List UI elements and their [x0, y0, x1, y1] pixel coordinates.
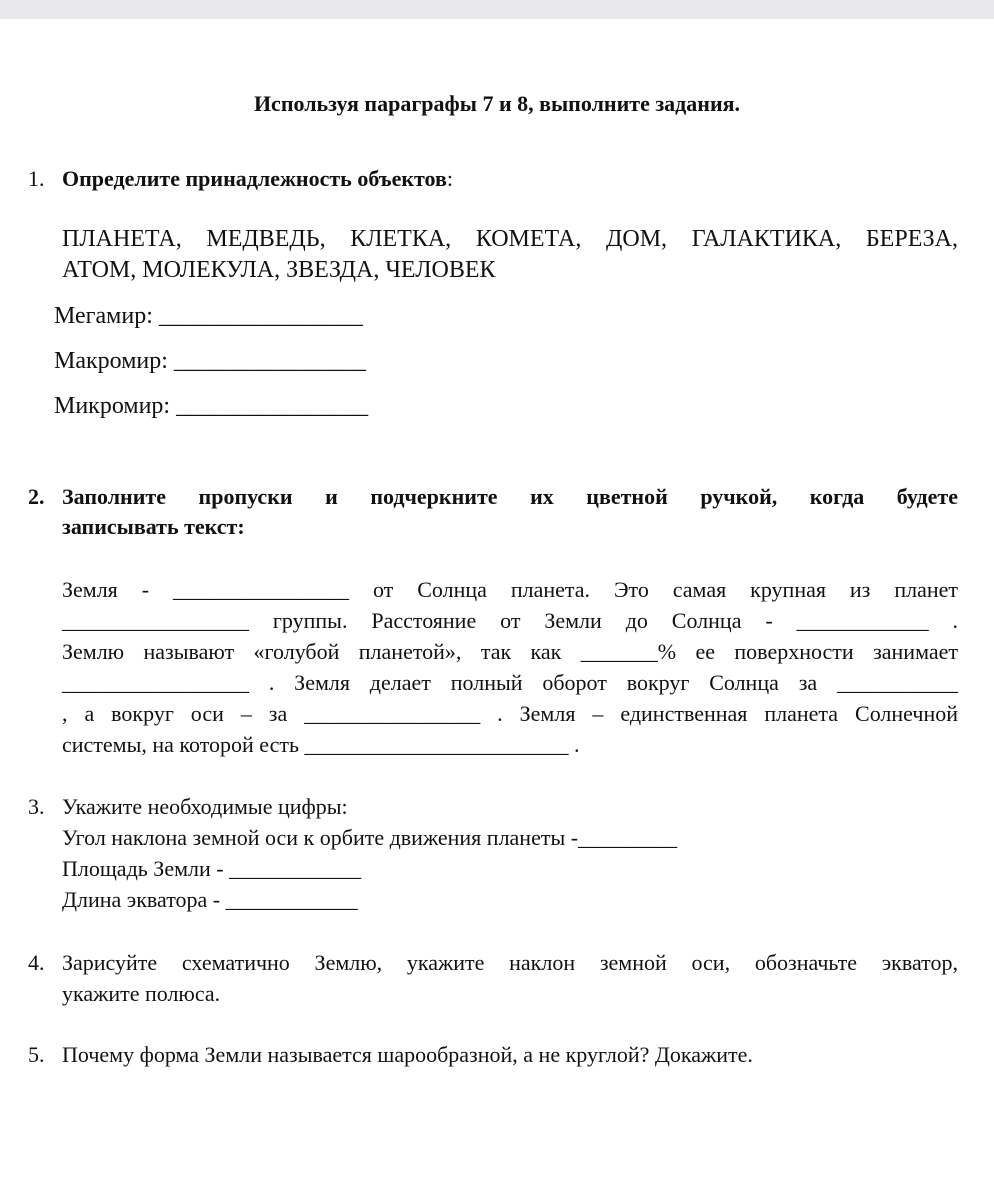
- task-1-heading-text: Определите принадлежность объектов: [62, 166, 447, 191]
- mikromir-field: Микромир: ________________: [54, 393, 369, 419]
- makromir-field: Макромир: ________________: [54, 348, 366, 374]
- task-3-heading: Укажите необходимые цифры:: [62, 794, 348, 819]
- task-1-number: 1.: [28, 166, 45, 191]
- task-2-text-line: _________________ . Земля делает полный оборот вокруг Солнца за ___________: [62, 670, 958, 695]
- page-title: Используя параграфы 7 и 8, выполните задания.: [253, 91, 741, 116]
- task-2-text-line: системы, на которой есть ________________________ .: [62, 732, 580, 757]
- objects-line-2: АТОМ, МОЛЕКУЛА, ЗВЕЗДА, ЧЕЛОВЕК: [62, 257, 496, 283]
- earth-area-field: Площадь Земли - ____________: [62, 856, 362, 881]
- task-5-number: 5.: [28, 1042, 45, 1067]
- axis-tilt-field: Угол наклона земной оси к орбите движения планеты -_________: [62, 825, 678, 850]
- document-page: [0, 19, 994, 1180]
- task-1-objects: [62, 224, 958, 286]
- task-2-text-line: _________________ группы. Расстояние от Земли до Солнца - ____________ .: [62, 608, 958, 633]
- megamir-field: Мегамир: _________________: [54, 303, 363, 329]
- task-4-number: 4.: [28, 950, 45, 975]
- task-1-heading: [62, 166, 453, 192]
- task-2-heading-line-1: Заполните пропуски и подчеркните их цветной ручкой, когда будете: [62, 484, 958, 509]
- task-2-heading-line-2: записывать текст:: [62, 514, 245, 539]
- task-2-text-line: Землю называют «голубой планетой», так как _______% ее поверхности занимает: [62, 639, 958, 664]
- task-2-number: 2.: [28, 484, 45, 509]
- equator-length-field: Длина экватора - ____________: [62, 887, 358, 912]
- task-4-line-2: укажите полюса.: [62, 981, 221, 1006]
- objects-line-1: ПЛАНЕТА, МЕДВЕДЬ, КЛЕТКА, КОМЕТА, ДОМ, ГАЛАКТИКА, БЕРЕЗА,: [62, 226, 958, 252]
- task-2-text-line: , а вокруг оси – за ________________ . Земля – единственная планета Солнечной: [62, 701, 958, 726]
- task-4-line-1: Зарисуйте схематично Землю, укажите наклон земной оси, обозначьте экватор,: [62, 950, 958, 975]
- task-3-number: 3.: [28, 794, 45, 819]
- viewer-top-bar: [0, 0, 994, 19]
- task-1-heading-colon: :: [446, 166, 454, 191]
- task-5-line-1: Почему форма Земли называется шарообразной, а не круглой? Докажите.: [62, 1042, 753, 1067]
- task-2-text-line: Земля - ________________ от Солнца планета. Это самая крупная из планет: [62, 577, 958, 602]
